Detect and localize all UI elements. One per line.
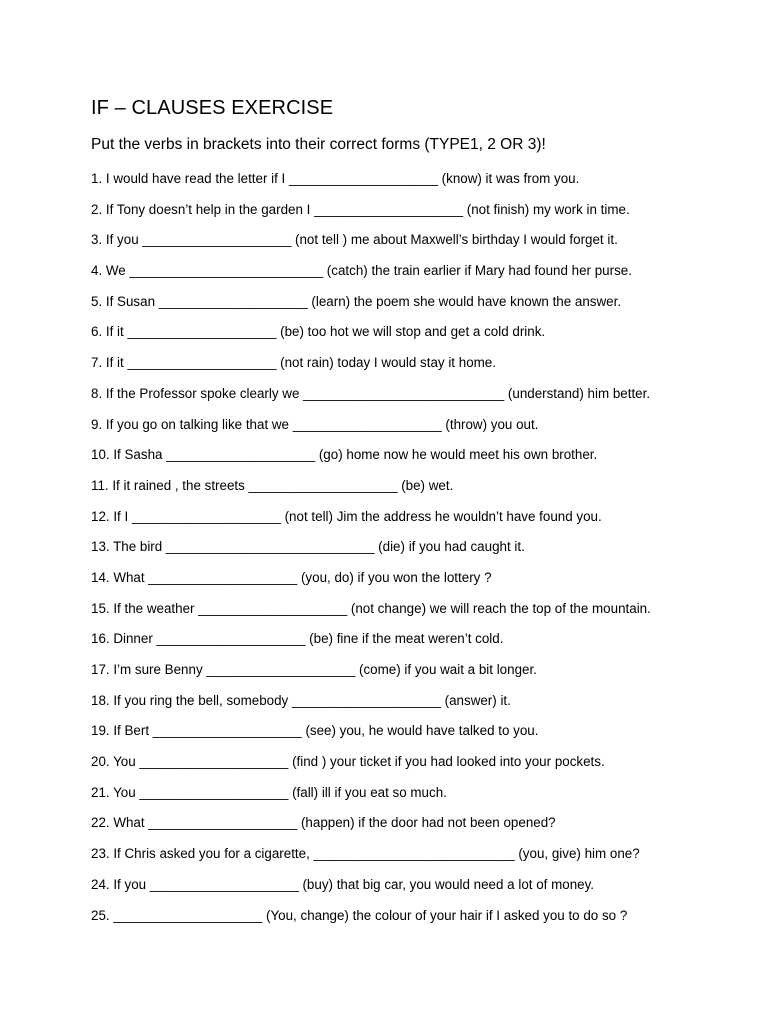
exercise-item-24: 24. If you ____________________ (buy) that big car, you would need a lot of money. (91, 876, 595, 892)
exercise-item-23: 23. If Chris asked you for a cigarette, ___________________________ (you, give) him one? (91, 846, 640, 862)
exercise-item-11: 11. If it rained , the streets ____________________ (be) wet. (91, 477, 454, 493)
exercise-item-18: 18. If you ring the bell, somebody ____________________ (answer) it. (91, 692, 511, 708)
page-title: IF – CLAUSES EXERCISE (91, 97, 334, 119)
exercise-item-6: 6. If it ____________________ (be) too hot we will stop and get a cold drink. (91, 324, 546, 340)
exercise-item-25: 25. ____________________ (You, change) the colour of your hair if I asked you to do so ? (91, 907, 628, 923)
exercise-item-17: 17. I’m sure Benny ____________________ (come) if you wait a bit longer. (91, 662, 537, 677)
exercise-item-14: 14. What ____________________ (you, do) if you won the lottery ? (91, 569, 492, 585)
exercise-item-16: 16. Dinner ____________________ (be) fine if the meat weren’t cold. (91, 631, 504, 647)
exercise-item-22: 22. What ____________________ (happen) if the door had not been opened? (91, 815, 556, 831)
exercise-item-19: 19. If Bert ____________________ (see) you, he would have talked to you. (91, 723, 539, 739)
exercise-item-20: 20. You ____________________ (find ) your ticket if you had looked into your pockets. (91, 754, 605, 770)
exercise-item-1: 1. I would have read the letter if I ____________________ (know) it was from you. (91, 171, 580, 186)
exercise-item-10: 10. If Sasha ____________________ (go) home now he would meet his own brother. (91, 447, 598, 463)
instruction-text: Put the verbs in brackets into their correct forms (TYPE1, 2 OR 3)! (91, 136, 546, 153)
exercise-item-21: 21. You ____________________ (fall) ill if you eat so much. (91, 784, 447, 800)
exercise-item-4: 4. We __________________________ (catch) the train earlier if Mary had found her purse. (91, 263, 632, 279)
exercise-item-2: 2. If Tony doesn’t help in the garden I ____________________ (not finish) my work in time. (91, 201, 630, 217)
exercise-item-9: 9. If you go on talking like that we ____________________ (throw) you out. (91, 416, 539, 432)
exercise-list (91, 170, 651, 937)
exercise-item-15: 15. If the weather ____________________ (not change) we will reach the top of the mountain. (91, 600, 651, 616)
exercise-item-3: 3. If you ____________________ (not tell ) me about Maxwell’s birthday I would forget it. (91, 232, 618, 248)
exercise-item-5: 5. If Susan ____________________ (learn) the poem she would have known the answer. (91, 293, 622, 309)
exercise-item-7: 7. If it ____________________ (not rain) today I would stay it home. (91, 355, 496, 371)
exercise-item-13: 13. The bird ____________________________ (die) if you had caught it. (91, 539, 525, 555)
exercise-item-12: 12. If I ____________________ (not tell) Jim the address he wouldn’t have found you. (91, 508, 602, 524)
exercise-item-8: 8. If the Professor spoke clearly we ___________________________ (understand) him better. (91, 385, 651, 401)
